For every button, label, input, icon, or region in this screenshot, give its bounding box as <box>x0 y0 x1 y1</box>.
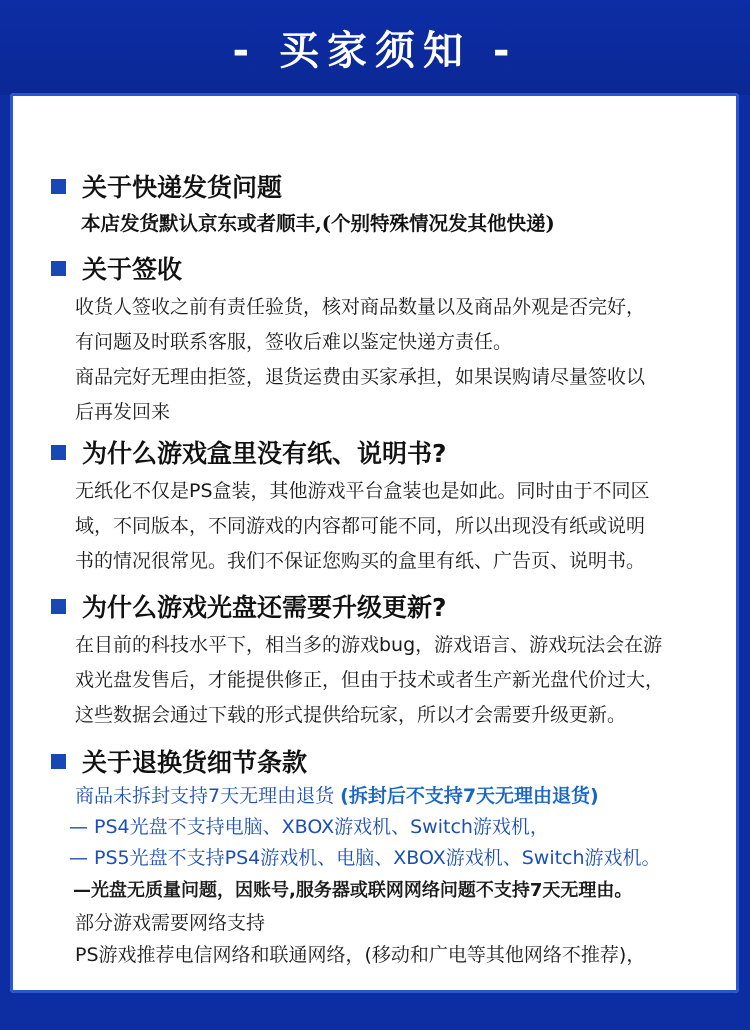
body-line: 书的情况很常见。我们不保证您购买的盒里有纸、广告页、说明书。 <box>75 550 646 572</box>
section-heading <box>13 248 733 288</box>
return-policy-line <box>75 781 733 812</box>
notice-card-inner <box>13 96 736 990</box>
section-heading <box>13 432 733 472</box>
return-policy-note: (拆封后不支持7天无理由退货) <box>340 785 599 807</box>
section-no-manual <box>13 432 733 579</box>
body-line: 戏光盘发售后，才能提供修正，但由于技术或者生产新光盘代价过大， <box>75 669 665 691</box>
section-signing <box>13 248 733 430</box>
body-line: 这些数据会通过下载的形式提供给玩家，所以才会需要升级更新。 <box>75 704 627 726</box>
footer-strip <box>0 993 750 1030</box>
body-line: 本店发货默认京东或者顺丰,(个别特殊情况发其他快递) <box>81 212 555 235</box>
square-bullet-icon <box>51 445 66 460</box>
square-bullet-icon <box>51 754 66 769</box>
body-line: PS游戏推荐电信网络和联通网络，(移动和广电等其他网络不推荐)， <box>75 944 646 966</box>
section-returns <box>13 741 733 971</box>
body-line: — PS4光盘不支持电脑、XBOX游戏机、Switch游戏机， <box>69 816 549 838</box>
body-line: 商品完好无理由拒签，退货运费由买家承担，如果误购请尽量签收以 <box>75 366 646 388</box>
square-bullet-icon <box>51 599 66 614</box>
square-bullet-icon <box>51 179 66 194</box>
heading-text: 为什么游戏光盘还需要升级更新? <box>82 593 447 622</box>
square-bullet-icon <box>51 261 66 276</box>
body-line: — PS5光盘不支持PS4游戏机、电脑、XBOX游戏机、Switch游戏机。 <box>69 847 661 869</box>
section-shipping <box>13 166 733 242</box>
body-line: 后再发回来 <box>75 401 171 423</box>
heading-text: 为什么游戏盒里没有纸、说明书? <box>82 439 447 468</box>
section-heading <box>13 586 733 626</box>
heading-text: 关于快递发货问题 <box>82 173 283 202</box>
body-line: 在目前的科技水平下，相当多的游戏bug，游戏语言、游戏玩法会在游 <box>75 634 663 656</box>
return-policy-main: 商品未拆封支持7天无理由退货 <box>75 785 335 807</box>
body-line: 有问题及时联系客服，签收后难以鉴定快递方责任。 <box>75 331 513 353</box>
body-line: 部分游戏需要网络支持 <box>75 912 266 934</box>
heading-text: 关于退换货细节条款 <box>82 748 308 777</box>
body-line: 无纸化不仅是PS盒装，其他游戏平台盒装也是如此。同时由于不同区 <box>75 480 650 502</box>
notice-card <box>10 93 739 993</box>
body-line: —光盘无质量问题，因账号,服务器或联网网络问题不支持7天无理由。 <box>73 880 633 901</box>
section-heading <box>13 741 733 781</box>
header-banner <box>0 0 750 95</box>
section-heading <box>13 166 733 206</box>
body-line: 域，不同版本，不同游戏的内容都可能不同，所以出现没有纸或说明 <box>75 515 646 537</box>
section-updates <box>13 586 733 733</box>
heading-text: 关于签收 <box>82 255 183 284</box>
body-line: 收货人签收之前有责任验货，核对商品数量以及商品外观是否完好， <box>75 296 646 318</box>
page-title: - 买家须知 - <box>232 28 518 74</box>
